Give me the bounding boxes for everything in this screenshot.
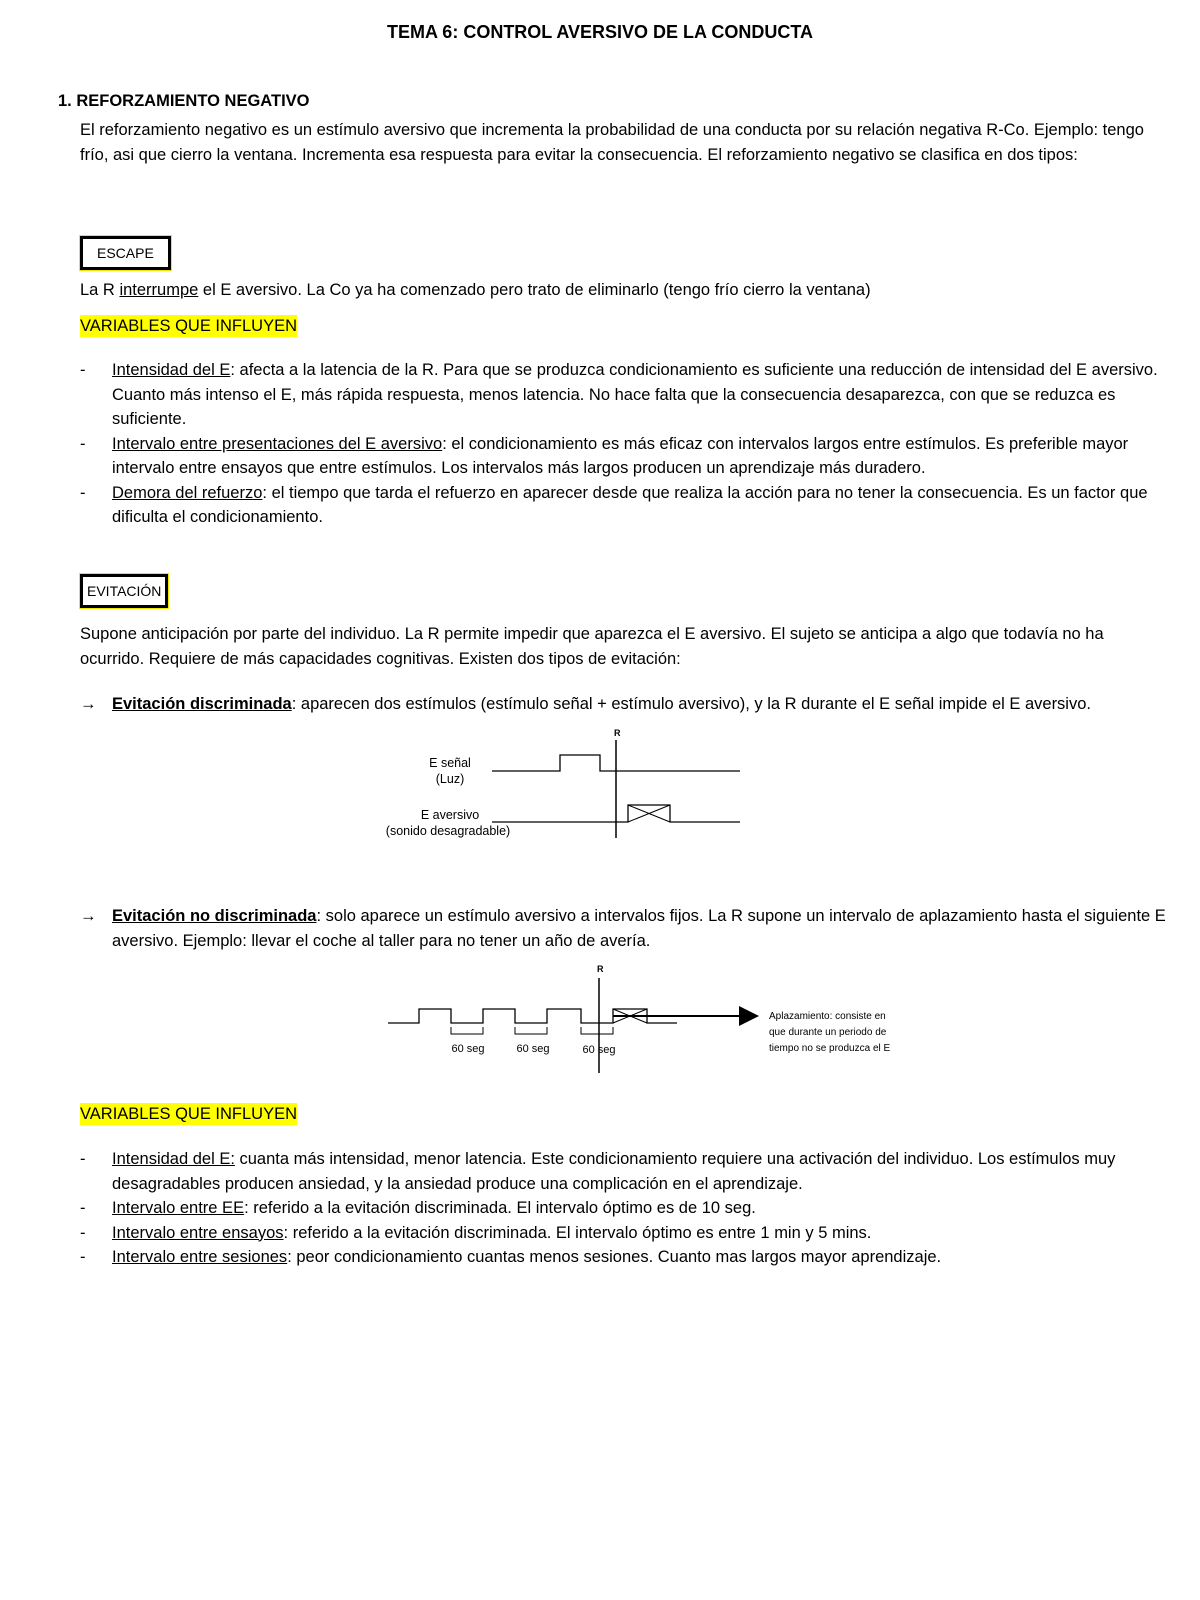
variable-term: Intervalo entre EE [112,1199,245,1217]
list-item [80,358,1170,432]
list-item [80,1196,1170,1221]
escape-variables-list [80,358,1170,530]
interval-label: 60 seg [516,1043,550,1055]
variable-text: : afecta a la latencia de la R. Para que se produzca condicionamiento es suficiente una reducción de intensidad del E aversivo. Cuanto más intenso el E, más rápida respuesta, menos latencia. No hace falta que la consecuencia desaparezca, con que se reduzca es suficiente. [112,361,1158,428]
evitacion-variables-list [80,1147,1170,1270]
variable-term: Intervalo entre ensayos [112,1223,284,1242]
section-heading: 1. REFORZAMIENTO NEGATIVO [58,92,310,110]
interval-bracket [451,1027,483,1034]
arrow-icon: → [80,695,97,713]
bullet-dash: - [80,1248,86,1266]
evitacion-description: Supone anticipación por parte del individuo. La R permite impedir que aparezca el E aversivo. El sujeto se anticipa a algo que todavía no ha ocurrido. Requiere de más capacidades cognitivas. Existen dos tipos de evitación: [80,625,1104,668]
senal-label: E señal [429,756,471,770]
variable-term: Intensidad del E: [112,1150,235,1168]
variable-text: cuanta más intensidad, menor latencia. Este condicionamiento requiere una activación del individuo. Los estímulos muy desagradables producen ansiedad, y la ansiedad produce una complicación en el aprendizaje. [112,1150,1116,1193]
variable-term: Intensidad del E [112,361,231,379]
arrow-icon: → [80,907,97,925]
bullet-dash: - [80,1223,86,1242]
escape-desc-post: el E aversivo. La Co ya ha comenzado pero trato de eliminarlo (tengo frío cierro la ventana) [198,281,871,299]
evitacion-no-discriminada-term: Evitación no discriminada [112,907,317,925]
variable-text: : el condicionamiento es más eficaz con intervalos largos entre estímulos. Es preferible mayor intervalo entre ensayos que entre estímulos. Los intervalos más largos producen un aprendizaje más duradero. [112,434,1129,477]
aplazamiento-note-line: que durante un periodo de [769,1027,887,1038]
escape-description [80,278,1170,303]
bullet-dash: - [80,483,86,502]
aversivo-sublabel: (sonido desagradable) [385,824,511,838]
bullet-dash: - [80,434,86,453]
bullet-dash: - [80,1150,86,1168]
list-item [80,1245,1170,1270]
variable-term: Intervalo entre presentaciones del E aversivo [112,434,443,453]
list-item [80,1221,1170,1246]
evitacion-no-discriminada-text: : solo aparece un estímulo aversivo a intervalos fijos. La R supone un intervalo de aplazamiento hasta el siguiente E aversivo. Ejemplo: llevar el coche al taller para no tener un año de avería. [112,907,1166,950]
list-item [80,432,1170,481]
variable-text: : referido a la evitación discriminada. El intervalo óptimo es entre 1 min y 5 mins. [283,1223,872,1242]
list-item [80,1147,1170,1196]
escape-desc-pre: La R [80,281,120,299]
diagram-discriminada [370,725,770,845]
bullet-dash: - [80,1199,86,1217]
evitacion-discriminada-item [80,692,1170,717]
evitacion-discriminada-term: Evitación discriminada [112,695,292,713]
diagram1-r-label: R [614,728,621,738]
variable-text: : el tiempo que tarda el refuerzo en aparecer desde que realiza la acción para no tener la consecuencia. Es un factor que dificulta el condicionamiento. [112,483,1148,526]
evitacion-no-discriminada-item [80,904,1170,953]
intro-paragraph: El reforzamiento negativo es un estímulo aversivo que incrementa la probabilidad de una conducta por su relación negativa R-Co. Ejemplo: tengo frío, asi que cierro la ventana. Incrementa esa respuesta para evitar la consecuencia. El reforzamiento negativo se clasifica en dos tipos: [80,121,1144,164]
aplazamiento-note-line: tiempo no se produzca el E [769,1043,891,1054]
variable-term: Intervalo entre sesiones [112,1248,288,1266]
page-title: TEMA 6: CONTROL AVERSIVO DE LA CONDUCTA [386,22,813,42]
variable-text: : referido a la evitación discriminada. El intervalo óptimo es de 10 seg. [244,1199,756,1217]
aplazamiento-note-line: Aplazamiento: consiste en [769,1011,886,1022]
interval-label: 60 seg [451,1043,485,1055]
variable-term: Demora del refuerzo [112,483,263,502]
escape-variables-label: VARIABLES QUE INFLUYEN [80,317,298,335]
aversivo-label: E aversivo [420,808,480,822]
escape-box: ESCAPE [80,236,171,270]
variable-text: : peor condicionamiento cuantas menos sesiones. Cuanto mas largos mayor aprendizaje. [287,1248,942,1266]
evitacion-variables-label: VARIABLES QUE INFLUYEN [80,1105,298,1123]
evitacion-discriminada-text: : aparecen dos estímulos (estímulo señal + estímulo aversivo), y la R durante el E señal impide el E aversivo. [291,695,1091,713]
escape-desc-term: interrumpe [119,281,199,299]
interval-bracket [581,1027,613,1034]
interval-bracket [515,1027,547,1034]
list-item [80,481,1170,530]
diagram2-r-label: R [597,964,604,974]
bullet-dash: - [80,361,86,379]
diagram-no-discriminada [385,960,945,1080]
interval-label: 60 seg [582,1044,616,1056]
senal-sublabel: (Luz) [435,772,465,786]
evitacion-box: EVITACIÓN [80,574,168,608]
